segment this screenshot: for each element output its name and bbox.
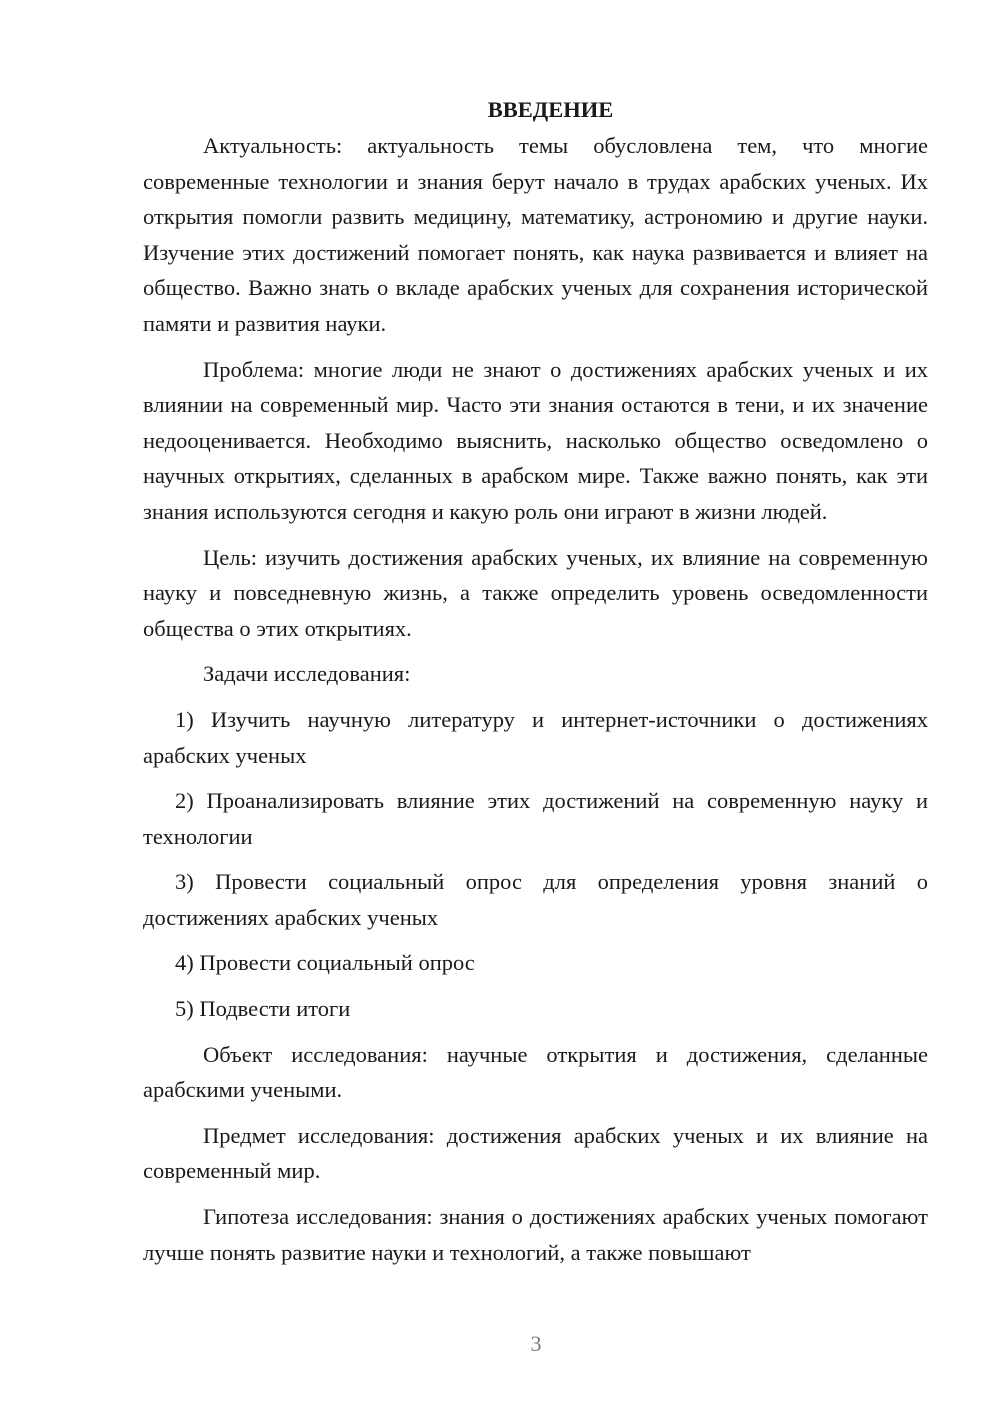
task-item-3: 3) Провести социальный опрос для определения уровня знаний о достижениях арабских ученых (143, 869, 928, 930)
subject-paragraph: Предмет исследования: достижения арабских ученых и их влияние на современный мир. (143, 1122, 928, 1184)
goal-paragraph: Цель: изучить достижения арабских ученых, их влияние на современную науку и повседневную жизнь, а также определить уровень осведомленности общества о этих открытиях. (143, 544, 928, 641)
task-item-2: 2) Проанализировать влияние этих достижений на современную науку и технологии (143, 788, 928, 849)
hypothesis-paragraph: Гипотеза исследования: знания о достижениях арабских ученых помогают лучше понять развитие науки и технологий, а также повышают (143, 1204, 928, 1265)
task-item-1: 1) Изучить научную литературу и интернет-источники о достижениях арабских ученых (143, 706, 928, 768)
tasks-title: Задачи исследования: (203, 661, 411, 687)
task-item-5: 5) Подвести итоги (175, 996, 351, 1022)
page-number: 3 (530, 1331, 542, 1356)
task-item-4: 4) Провести социальный опрос (175, 950, 475, 976)
relevance-paragraph: Актуальность: актуальность темы обусловлена тем, что многие современные технологии и знания берут начало в трудах арабских ученых. Их открытия помогли развить медицину, математику, астрономию и другие науки. Изучение этих достижений помогает понять, как наука развивается и влияет на общество. Важно знать о вкладе арабских ученых для сохранения исторической памяти и развития науки. (143, 133, 928, 336)
section-heading: ВВЕДЕНИЕ (487, 97, 614, 122)
object-paragraph: Объект исследования: научные открытия и достижения, сделанные арабскими учеными. (143, 1041, 928, 1103)
page-content (143, 92, 928, 1270)
problem-paragraph: Проблема: многие люди не знают о достижениях арабских ученых и их влиянии на современный мир. Часто эти знания остаются в тени, и их значение недооценивается. Необходимо выяснить, насколько общество осведомлено о научных открытиях, сделанных в арабском мире. Также важно понять, как эти знания используются сегодня и какую роль они играют в жизни людей. (143, 356, 928, 524)
